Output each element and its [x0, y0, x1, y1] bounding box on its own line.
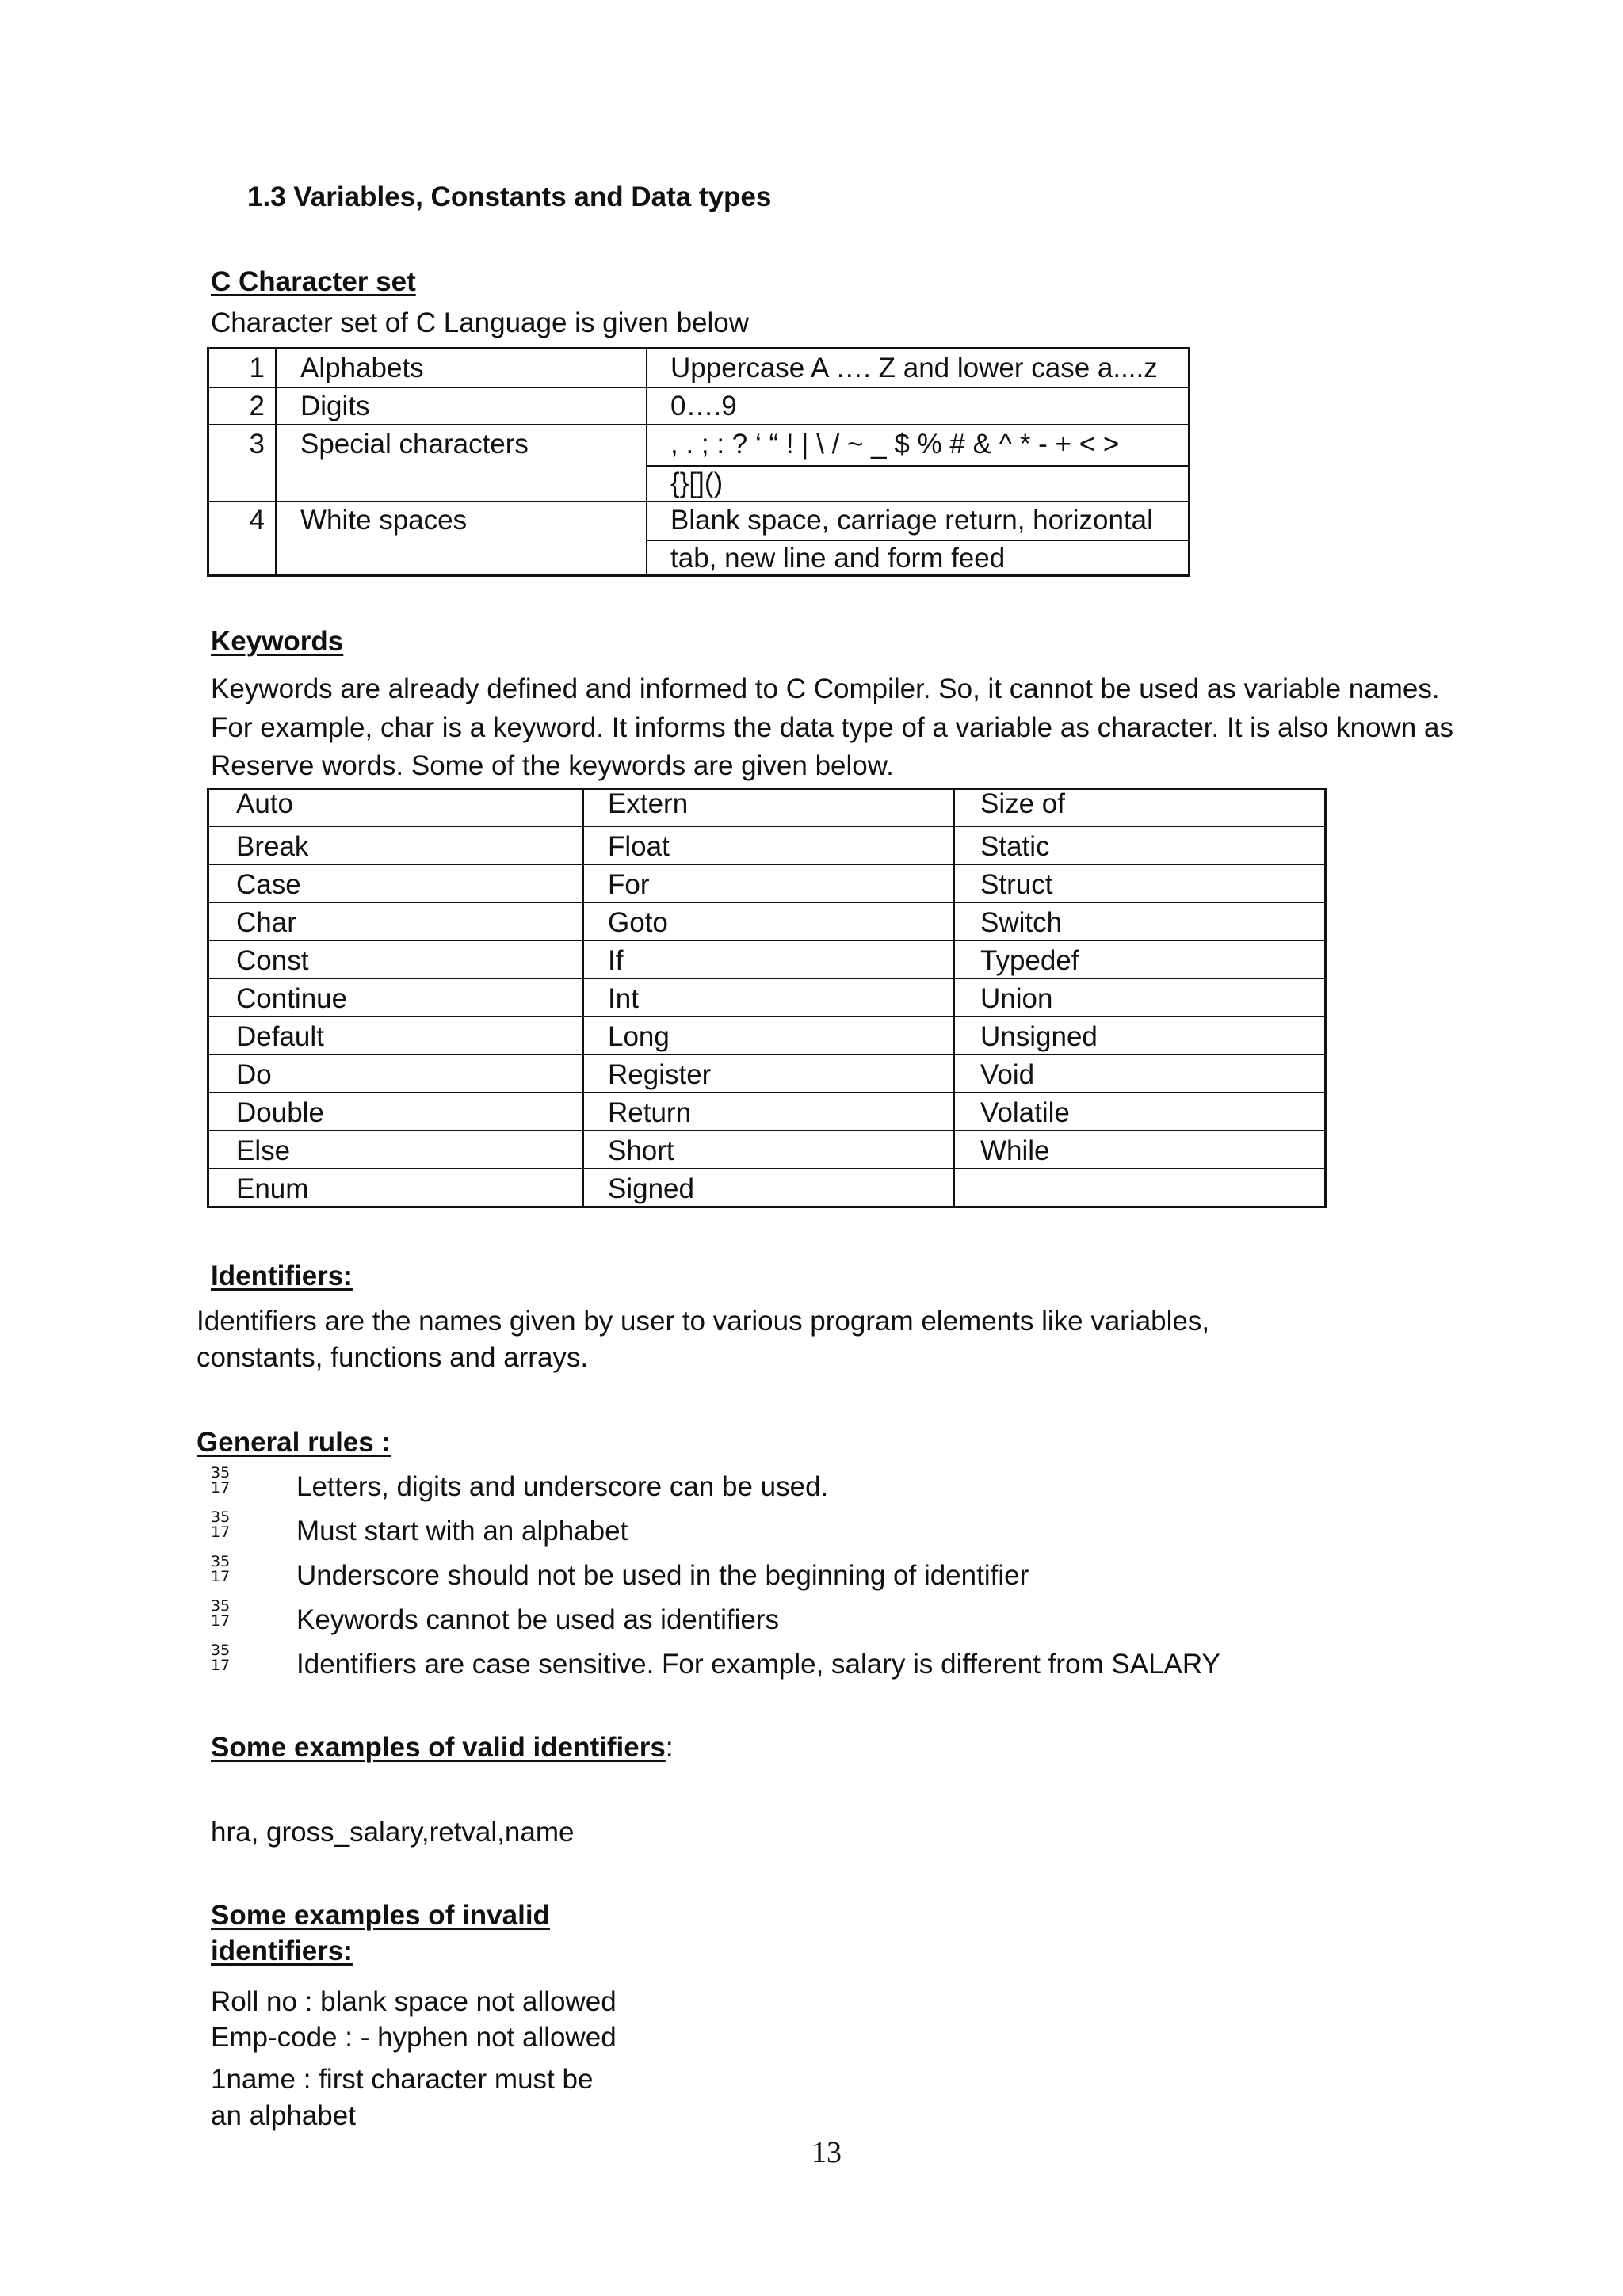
keyword-cell: Static	[980, 831, 1050, 862]
keyword-cell: Short	[608, 1135, 674, 1166]
keyword-cell: Auto	[236, 788, 293, 819]
charset-row-desc: 0….9	[670, 391, 737, 421]
valid-examples-heading: Some examples of valid identifiers	[211, 1732, 666, 1763]
keyword-cell: Register	[608, 1059, 712, 1090]
section-heading: 1.3 Variables, Constants and Data types	[247, 181, 772, 212]
identifiers-paragraph-line: constants, functions and arrays.	[197, 1342, 589, 1373]
charset-row-desc: Uppercase A …. Z and lower case a....z	[670, 353, 1158, 383]
bullet-marker: 35 17	[211, 1464, 231, 1497]
rule-text: Letters, digits and underscore can be used.	[296, 1471, 829, 1502]
charset-heading: C Character set	[211, 266, 416, 297]
keyword-cell: Case	[236, 869, 301, 900]
charset-row-name: Alphabets	[300, 353, 424, 383]
keyword-cell: Double	[236, 1097, 324, 1128]
keyword-cell: Continue	[236, 983, 348, 1014]
keyword-cell: Enum	[236, 1173, 309, 1204]
rule-text: Keywords cannot be used as identifiers	[296, 1604, 779, 1635]
identifiers-paragraph-line: Identifiers are the names given by user to various program elements like variables,	[197, 1306, 1210, 1337]
keyword-cell: Union	[980, 983, 1053, 1014]
charset-row-name: White spaces	[300, 505, 468, 536]
keywords-paragraph-line: Reserve words. Some of the keywords are given below.	[211, 750, 894, 781]
bullet-marker: 35 17	[211, 1553, 231, 1585]
keyword-cell: Default	[236, 1021, 324, 1052]
bullet-marker: 35 17	[211, 1597, 231, 1630]
keyword-cell: Signed	[608, 1173, 694, 1204]
keyword-cell: Void	[980, 1059, 1035, 1090]
keyword-cell: Size of	[980, 788, 1065, 819]
invalid-example-line: Roll no : blank space not allowed	[211, 1986, 617, 2017]
charset-row-desc: tab, new line and form feed	[670, 543, 1006, 574]
rule-text: Identifiers are case sensitive. For example, salary is different from SALARY	[296, 1649, 1220, 1680]
keyword-cell: If	[608, 945, 624, 976]
keyword-cell: While	[980, 1135, 1050, 1166]
keyword-cell: Goto	[608, 907, 668, 938]
valid-examples-text: hra, gross_salary,retval,name	[211, 1817, 575, 1848]
keywords-heading: Keywords	[211, 626, 344, 657]
rule-text: Underscore should not be used in the beginning of identifier	[296, 1560, 1029, 1591]
keywords-paragraph-line: For example, char is a keyword. It informs the data type of a variable as character. It is also known as	[211, 712, 1453, 743]
keyword-cell: Float	[608, 831, 670, 862]
keyword-cell: Break	[236, 831, 309, 862]
keyword-cell: Switch	[980, 907, 1063, 938]
invalid-example-line: 1name : first character must be	[211, 2064, 594, 2095]
bullet-marker: 35 17	[211, 1642, 231, 1674]
valid-examples-heading-line	[211, 1731, 674, 1764]
keyword-cell: Char	[236, 907, 296, 938]
invalid-examples-heading-line: Some examples of invalid	[211, 1900, 550, 1931]
keyword-cell: Long	[608, 1021, 670, 1052]
keyword-cell: Const	[236, 945, 309, 976]
charset-row-desc: , . ; : ? ‘ “ ! | \ / ~ _ $ % # & ^ * - + < >	[670, 429, 1120, 460]
keyword-cell: For	[608, 869, 650, 900]
charset-intro: Character set of C Language is given below	[211, 307, 750, 338]
general-rules-heading: General rules :	[197, 1427, 391, 1458]
charset-row-desc: Blank space, carriage return, horizontal	[670, 505, 1153, 536]
keyword-cell: Extern	[608, 788, 689, 819]
charset-row-number: 1	[249, 353, 265, 383]
charset-row-number: 2	[249, 391, 265, 421]
charset-row-name: Digits	[300, 391, 370, 421]
bullet-marker: 35 17	[211, 1508, 231, 1541]
keywords-paragraph-line: Keywords are already defined and informed to C Compiler. So, it cannot be used as variable names.	[211, 673, 1440, 704]
keyword-cell: Else	[236, 1135, 291, 1166]
keyword-cell: Typedef	[980, 945, 1079, 976]
invalid-examples-heading-line: identifiers:	[211, 1936, 353, 1966]
invalid-example-line: an alphabet	[211, 2100, 356, 2131]
charset-row-desc: {}[]()	[670, 467, 724, 498]
identifiers-heading: Identifiers:	[211, 1261, 353, 1291]
invalid-example-line: Emp-code : - hyphen not allowed	[211, 2022, 617, 2053]
rule-text: Must start with an alphabet	[296, 1516, 628, 1547]
keyword-cell: Volatile	[980, 1097, 1070, 1128]
keyword-cell: Return	[608, 1097, 692, 1128]
charset-row-number: 4	[249, 505, 265, 536]
keyword-cell: Struct	[980, 869, 1053, 900]
keyword-cell: Do	[236, 1059, 272, 1090]
charset-row-name: Special characters	[300, 429, 529, 460]
valid-examples-colon: :	[665, 1732, 674, 1763]
keyword-cell: Unsigned	[980, 1021, 1098, 1052]
keyword-cell: Int	[608, 983, 639, 1014]
charset-row-number: 3	[249, 429, 265, 460]
page-number: 13	[812, 2136, 842, 2169]
